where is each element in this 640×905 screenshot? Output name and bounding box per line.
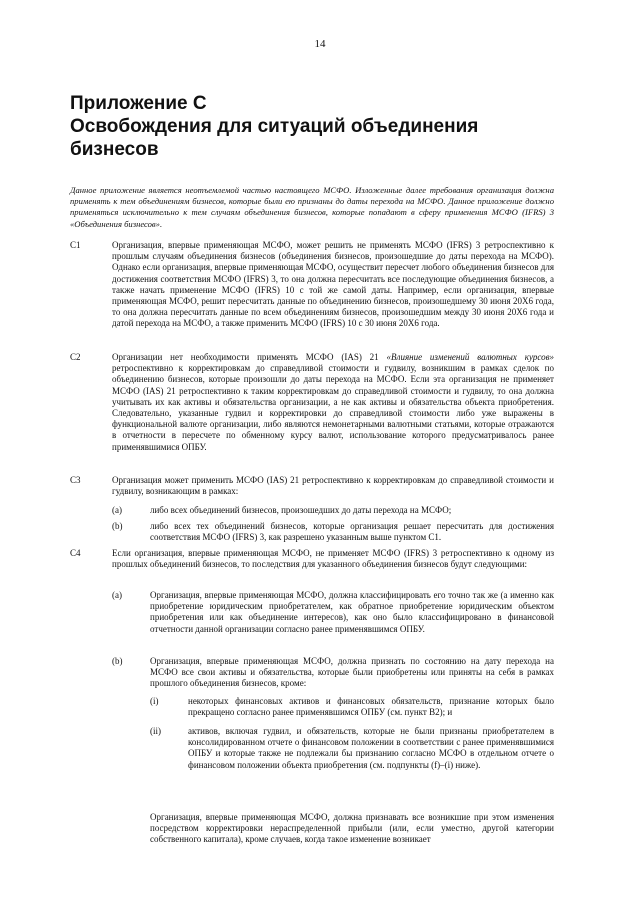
clause-text <box>112 352 554 453</box>
clause-c1 <box>70 240 554 330</box>
item-text: либо всех объединений бизнесов, произошедших до даты перехода на МСФО; <box>150 505 452 515</box>
c4-item-b-ii <box>150 726 554 771</box>
appendix-title <box>70 92 570 161</box>
clause-text: Организация может применить МСФО (IAS) 21 ретроспективно к корректировкам до справедливой стоимости и гудвилу, возникающим в рамках: <box>112 475 554 497</box>
c3-item-b <box>112 521 554 543</box>
c4-item-b <box>112 656 554 690</box>
c4-item-a <box>112 590 554 635</box>
c3-item-a <box>112 505 554 516</box>
c4-item-b-i <box>150 696 554 718</box>
clause-number: C1 <box>70 240 81 250</box>
page-number: 14 <box>314 38 326 50</box>
standard-title: «Влияние изменений валютных курсов» <box>386 352 554 362</box>
item-number: (i) <box>150 696 159 706</box>
item-number: (b) <box>112 656 123 666</box>
item-number: (ii) <box>150 726 161 736</box>
clause-c4 <box>70 548 554 570</box>
c4-trailing-paragraph <box>150 812 554 846</box>
clause-c3 <box>70 475 554 497</box>
title-line-2: Освобождения для ситуаций объединения <box>70 116 479 137</box>
clause-c2 <box>70 352 554 453</box>
title-line-1: Приложение С <box>70 93 207 114</box>
clause-text-rest: ретроспективно к корректировкам до справедливой стоимости и гудвилу, возникшим в рамках сделок по объединению бизнесов, которые произошли до даты перехода на МСФО. Если эта организация не применяет МСФО (IAS) 21 ретроспективно к таким корректировкам до справедливой стоимости и гудвилу, то она должна учитывать их как активы и обязательства организации, а не как активы и обязательства объекта приобретения. Следовательно, указанные гудвил и корректировки до справедливой стоимости либо уже выражены в функциональной валюте организации, либо являются немонетарными валютными статьями, которые отражаются в отчетности в пересчете по обменному курсу валют, использование которого предусматривалось ранее применявшимися ОПБУ. <box>112 363 554 452</box>
clause-text-start: Организации нет необходимости применять МСФО (IAS) 21 <box>112 352 387 362</box>
item-number: (a) <box>112 590 122 600</box>
item-text: Организация, впервые применяющая МСФО, должна классифицировать его точно так же (а именно как приобретение юридическим приобретателем, как обратное приобретение юридическим объектом приобретения или как объединение интересов), как оно было классифицировано в финансовой отчетности данной организации согласно ранее применявшимся ОПБУ. <box>150 590 554 634</box>
item-text: либо всех тех объединений бизнесов, которые организация решает пересчитать для достижения соответствия МСФО (IFRS) 3, как разрешено указанным выше пунктом С1. <box>150 521 554 543</box>
title-line-3: бизнесов <box>70 139 159 160</box>
intro-paragraph: Данное приложение является неотъемлемой частью настоящего МСФО. Изложенные далее требования организация должна применять к тем объединениям бизнесов, которые были ею признаны до даты перехода на МСФО. Данное приложение должно применяться исключительно к тем случаям объединения бизнесов, которые попадают в сферу применения МСФО (IFRS) 3 «Объединения бизнесов». <box>70 185 554 229</box>
item-number: (b) <box>112 521 123 531</box>
item-number: (a) <box>112 505 122 515</box>
item-text: Организация, впервые применяющая МСФО, должна признать по состоянию на дату перехода на МСФО все свои активы и обязательства, которые были приобретены или приняты на себя в рамках прошлого объединения бизнесов, кроме: <box>150 656 554 689</box>
clause-number: C4 <box>70 548 81 558</box>
item-text: активов, включая гудвил, и обязательств, которые не были признаны приобретателем в консолидированном отчете о финансовом положении в соответствии с ранее применявшимися ОПБУ и которые также не подлежали бы признанию согласно МСФО в отдельном отчете о финансовом положении объекта приобретения (см. подпункты (f)–(i) ниже). <box>188 726 554 770</box>
clause-number: C2 <box>70 352 81 362</box>
trailing-text: Организация, впервые применяющая МСФО, должна признавать все возникшие при этом изменения посредством корректировки нераспределенной прибыли (или, если уместно, другой категории собственного капитала), кроме случаев, когда такое изменение возникает <box>150 812 554 845</box>
clause-text: Организация, впервые применяющая МСФО, может решить не применять МСФО (IFRS) 3 ретроспективно к прошлым случаям объединения бизнесов (объединения бизнесов, произошедшие до даты перехода на МСФО). Однако если организация, впервые применяющая МСФО, осуществит пересчет любого объединения бизнесов для достижения соответствия МСФО (IFRS) 3, то она должна пересчитать все последующие объединения бизнесов, а также начать применение МСФО (IFRS) 10 с той же самой даты. Например, если организация, впервые применяющая МСФО, решит пересчитать данные по объединению бизнесов, произошедшему 30 июня 20Х6 года, то она должна пересчитать данные по всем объединениям бизнесов, произошедшим между 30 июня 20Х6 года и датой перехода на МСФО, а также применить МСФО (IFRS) 10 с 30 июня 20Х6 года. <box>112 240 554 329</box>
clause-number: C3 <box>70 475 81 485</box>
item-text: некоторых финансовых активов и финансовых обязательств, признание которых было прекращено согласно ранее применявшимся ОПБУ (см. пункт В2); и <box>188 696 554 718</box>
clause-text: Если организация, впервые применяющая МСФО, не применяет МСФО (IFRS) 3 ретроспективно к одному из прошлых объединений бизнесов, то последствия для указанного объединения бизнесов будут следующими: <box>112 548 554 570</box>
